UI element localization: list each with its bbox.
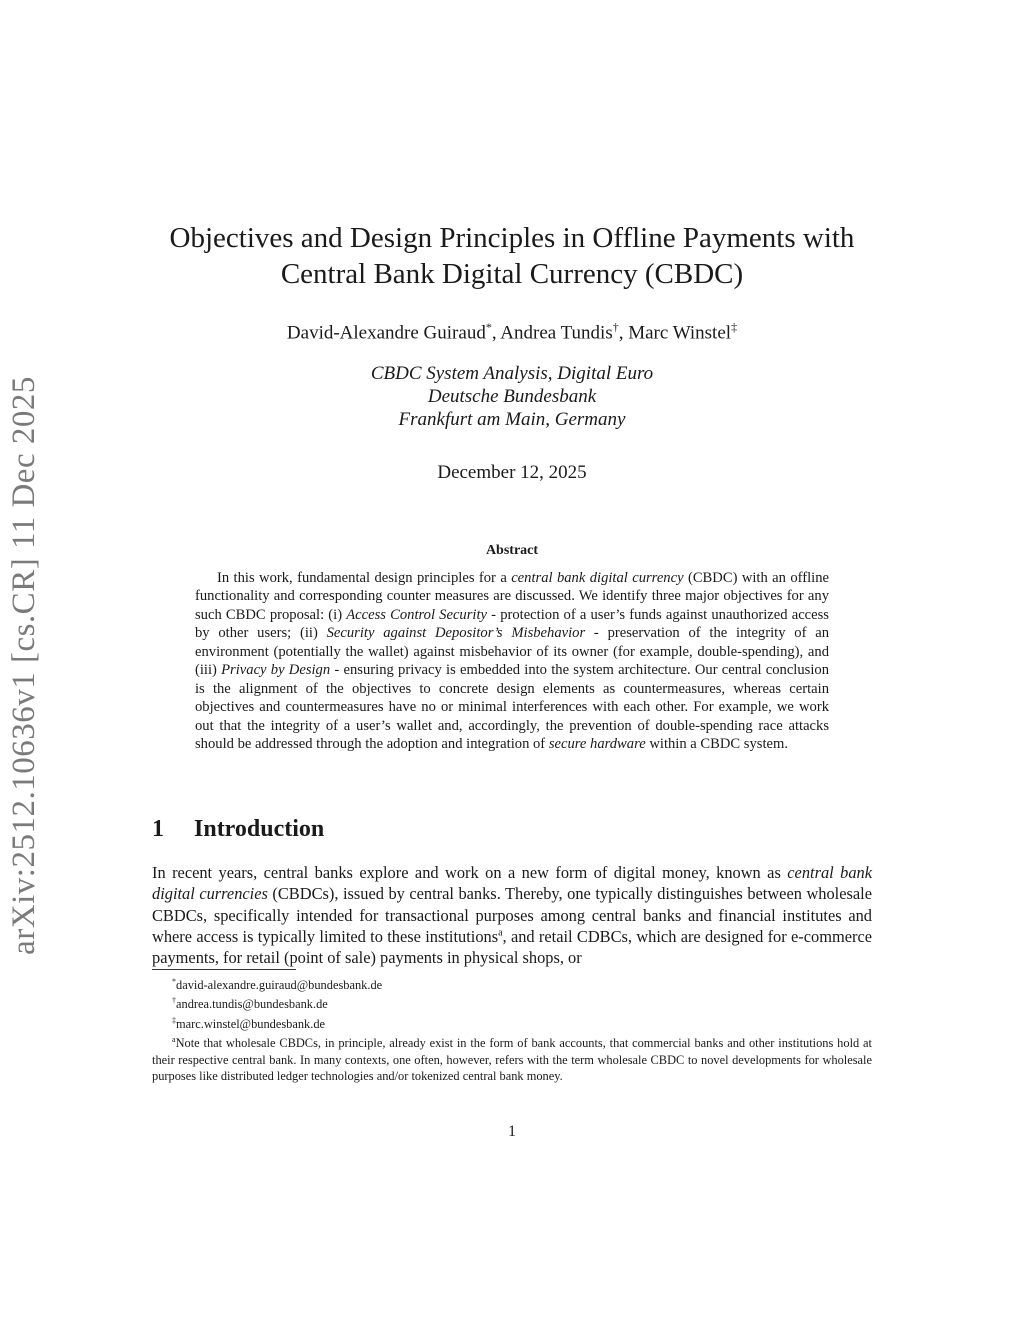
abstract-text: In this work, fundamental design principles for a central bank digital currency (CBDC) with an offline functionality and corresponding counter measures are discussed. We identify three major objectives for any such CBDC proposal: (i) Access Control Security - protection of a user’s funds against unauthorized access by other users; (ii) Security against Depositor’s Misbehavior - preservation of the integrity of an environment (potentially the wallet) against misbehavior of its owner (for example, double-spending), and (iii) Privacy by Design - ensuring privacy is embedded into the system architecture. Our central conclusion is the alignment of the objectives to concrete design elements as countermeasures, whereas certain objectives and countermeasures have no or minimal interferences with each other. For example, we work out that the integrity of a user’s wallet and, accordingly, the prevention of double-spending race attacks should be addressed through the adoption and integration of secure hardware within a CBDC system. — [195, 570, 829, 753]
footnote-reference[interactable]: a — [498, 927, 503, 939]
footnotes — [152, 974, 872, 1084]
author-footnote-mark: * — [485, 320, 492, 334]
abstract-heading: Abstract — [485, 543, 539, 558]
affiliation-block — [100, 362, 924, 431]
footnote: ‡marc.winstel@bundesbank.de — [172, 1015, 326, 1031]
introduction-paragraph: In recent years, central banks explore and work on a new form of digital money, known as central bank digital currencies (CBDCs), issued by central banks. Thereby, one typically distinguishes between wholesale CBDCs, specifically intended for transactional purposes among central banks and financial institutes and where access is typically limited to these institutions$^a$, and retail CDBCs, which are designed for e-commerce payments, for retail (point of sale) payments in physical shops, or — [152, 863, 873, 968]
affiliation-line: CBDC System Analysis, Digital Euro — [370, 363, 654, 384]
affiliation-line: Deutsche Bundesbank — [427, 386, 597, 407]
footnote: $^a$Note that wholesale CBDCs, in principle, already exist in the form of bank accounts, that commercial banks and other institutions hold at their respective central bank. In many contexts, one often, however, refers with the term wholesale CBDC to novel developments for wholesale purposes like distributed ledger technologies and/or tokenized central bank money. — [152, 1035, 872, 1083]
author-list: David-Alexandre Guiraud*, Andrea Tundis†, Marc Winstel‡ — [286, 320, 738, 344]
author-name: David-Alexandre Guiraud — [286, 322, 486, 344]
footnote-divider — [152, 969, 296, 970]
title-line-1: Objectives and Design Principles in Offline Payments with — [169, 222, 855, 254]
footnote: *david-alexandre.guiraud@bundesbank.de — [172, 977, 383, 993]
title-line-2: Central Bank Digital Currency (CBDC) — [280, 258, 744, 290]
section-heading-introduction — [152, 816, 324, 843]
affiliation-line: Frankfurt am Main, Germany — [398, 409, 626, 430]
section-number: 1 — [152, 816, 164, 842]
author-name: Andrea Tundis — [500, 322, 613, 344]
author-footnote-mark: † — [612, 320, 619, 334]
footnote-email[interactable]: marc.winstel@bundesbank.de — [176, 1016, 326, 1031]
author-name: Marc Winstel — [628, 322, 732, 344]
section-title: Introduction — [194, 816, 325, 842]
footnote-text: Note that wholesale CBDCs, in principle, already exist in the form of bank accounts, that commercial banks and other institutions hold at their respective central bank. In many contexts, one often, however, refers with the term wholesale CBDC to novel developments for wholesale purposes like distributed ledger technologies and/or tokenized central bank money. — [152, 1036, 872, 1083]
arxiv-id-text: arXiv:2512.10636v1 [cs.CR] 11 Dec 2025 — [5, 375, 42, 955]
arxiv-identifier-stamp — [4, 370, 44, 960]
paper-title — [100, 220, 924, 292]
footnote-email[interactable]: david-alexandre.guiraud@bundesbank.de — [176, 978, 383, 993]
author-footnote-mark: ‡ — [731, 320, 738, 334]
publication-date: December 12, 2025 — [437, 462, 587, 483]
page-number: 1 — [508, 1123, 516, 1140]
footnote-email[interactable]: andrea.tundis@bundesbank.de — [176, 997, 328, 1012]
footnote: †andrea.tundis@bundesbank.de — [172, 996, 328, 1012]
